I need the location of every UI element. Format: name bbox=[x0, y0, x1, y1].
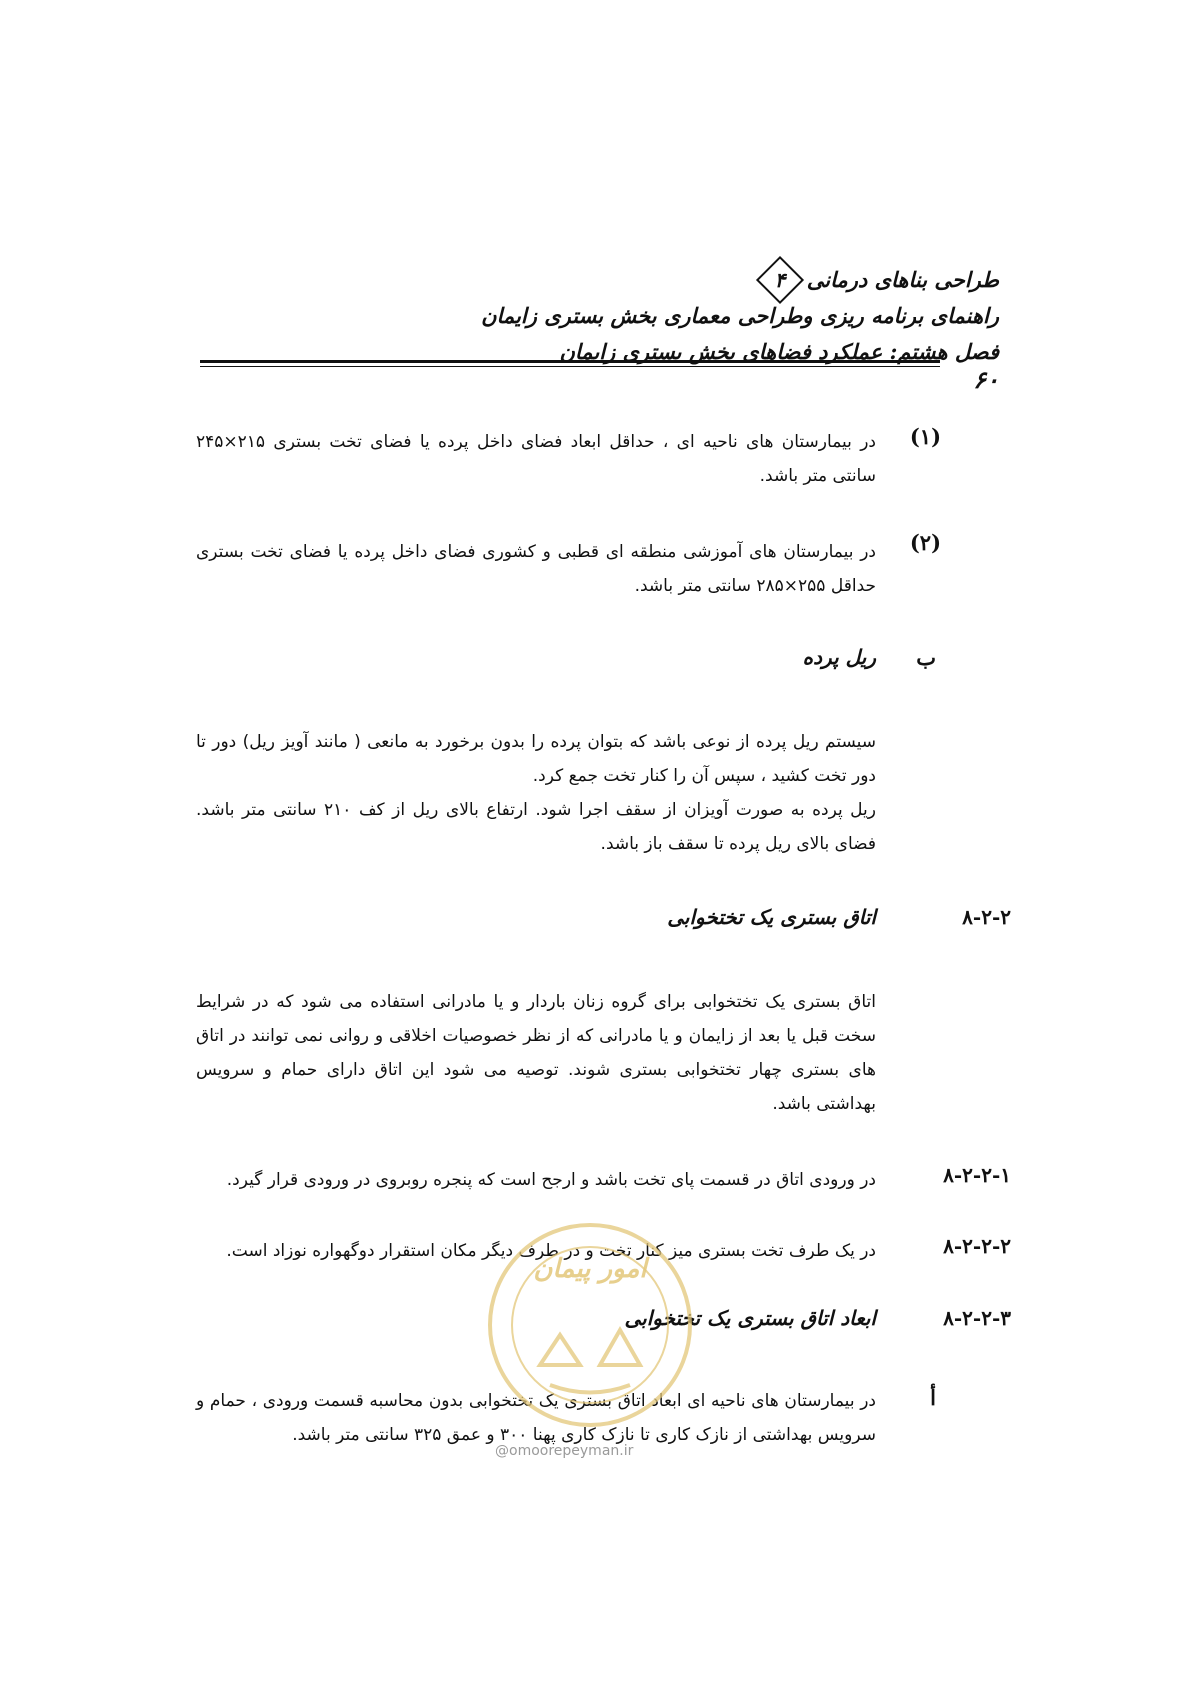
section-b-title: ریل پرده bbox=[802, 645, 876, 669]
section-b-letter: ب bbox=[916, 645, 936, 670]
section-8-2-2-3-number: ۸-۲-۲-۳ bbox=[943, 1306, 1011, 1330]
section-8-2-2-1-number: ۸-۲-۲-۱ bbox=[943, 1163, 1011, 1187]
watermark-text: امور پیمان bbox=[533, 1254, 647, 1284]
header-rule-thin bbox=[200, 366, 940, 367]
volume-number: ۴ bbox=[774, 268, 786, 292]
item-2-text: در بیمارستان های آموزشی منطقه ای قطبی و کشوری فضای داخل پرده یا فضای تخت بستری حداقل ۲۵۵×۲۸۵ سانتی متر باشد. bbox=[196, 542, 876, 596]
header-line-1 bbox=[481, 262, 999, 298]
section-8-2-2-3-title: ابعاد اتاق بستری یک تختخوابی bbox=[624, 1306, 876, 1330]
watermark-seal-icon bbox=[480, 1215, 700, 1435]
page-header bbox=[481, 262, 999, 370]
sub-item-alef-letter: أ bbox=[930, 1385, 936, 1410]
watermark-url: @omoorepeyman.ir bbox=[495, 1443, 634, 1459]
section-8-2-2-2-number: ۸-۲-۲-۲ bbox=[943, 1234, 1011, 1258]
sub-item-alef-text: در بیمارستان های ناحیه ای ابعاد اتاق بستری یک تختخوابی بدون محاسبه قسمت ورودی ، حمام و سرویس بهداشتی از نازک کاری تا نازک کاری پهنا ۳۰۰ و عمق ۳۲۵ سانتی متر باشد. bbox=[196, 1391, 876, 1445]
volume-badge bbox=[756, 256, 804, 304]
item-1-text: در بیمارستان های ناحیه ای ، حداقل ابعاد فضای داخل پرده یا فضای تخت بستری ۲۱۵×۲۴۵ سانتی متر باشد. bbox=[196, 432, 876, 486]
section-8-2-2-2-text: در یک طرف تخت بستری میز کنار تخت و در طرف دیگر مکان استقرار دوگهواره نوزاد است. bbox=[226, 1241, 876, 1261]
item-2-marker: (۲) bbox=[909, 530, 941, 555]
header-rule-thick bbox=[200, 360, 940, 363]
section-8-2-2-1-text: در ورودی اتاق در قسمت پای تخت باشد و ارجح است که پنجره روبروی در ورودی قرار گیرد. bbox=[226, 1170, 876, 1190]
section-8-2-2-paragraph: اتاق بستری یک تختخوابی برای گروه زنان باردار و یا مادرانی استفاده می شود که در شرایط سخت قبل یا بعد از زایمان و یا مادرانی که از نظر خصوصیات اخلاقی و روانی نمی توانند در اتاق های بستری چهار تختخوابی بستری شوند. توصیه می شود این اتاق دارای حمام و سرویس بهداشتی باشد. bbox=[196, 992, 876, 1114]
header-book-title: طراحی بناهای درمانی bbox=[806, 267, 999, 292]
header-guide-title: راهنمای برنامه ریزی وطراحی معماری بخش بستری زایمان bbox=[481, 303, 999, 328]
section-8-2-2-title: اتاق بستری یک تختخوابی bbox=[667, 905, 876, 929]
section-8-2-2-number: ۸-۲-۲ bbox=[962, 905, 1011, 929]
item-1-marker: (۱) bbox=[909, 424, 941, 449]
header-chapter-title: فصل هشتم: عملکرد فضاهای بخش بستری زایمان bbox=[559, 339, 999, 364]
section-b-paragraph-2: ریل پرده به صورت آویزان از سقف اجرا شود. ارتفاع بالای ریل از کف ۲۱۰ سانتی متر باشد. فضای بالای ریل پرده تا سقف باز باشد. bbox=[196, 800, 876, 854]
section-b-paragraph-1: سیستم ریل پرده از نوعی باشد که بتوان پرده را بدون برخورد به مانعی ( مانند آویز ریل) دور تا دور تخت کشید ، سپس آن را کنار تخت جمع کرد. bbox=[196, 732, 876, 786]
page-number: ۶۰ bbox=[973, 365, 999, 394]
